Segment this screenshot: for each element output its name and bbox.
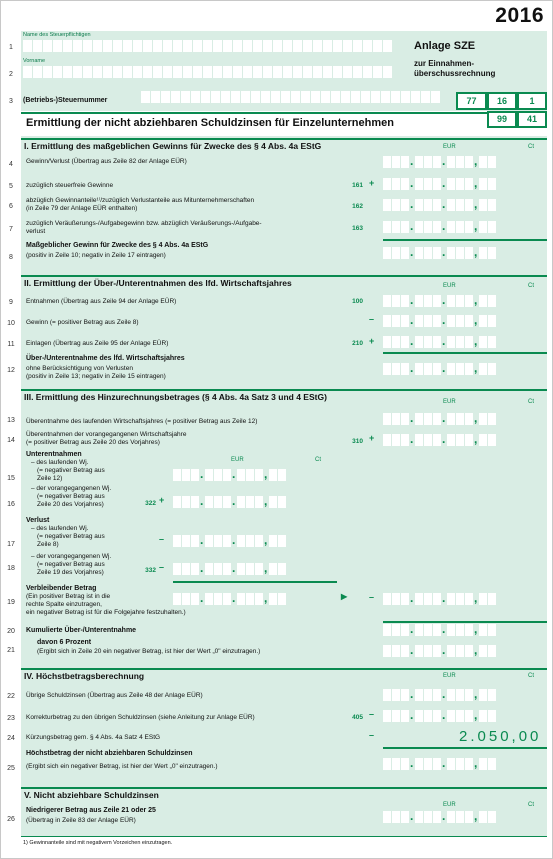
footnote-divider	[21, 836, 547, 837]
row-number: 18	[7, 565, 15, 572]
plus-sign: +	[369, 433, 375, 443]
row-6-label-b: (in Zeile 79 der Anlage EÜR enthalten)	[26, 205, 138, 212]
row-21-amount[interactable]: . . ,	[383, 645, 496, 657]
main-title: Ermittlung der nicht abziehbaren Schuldzinsen für Einzelunternehmen	[26, 117, 394, 129]
row-number: 1	[9, 44, 13, 51]
plus-sign: +	[369, 336, 375, 346]
row-12-label-b: ohne Berücksichtigung von Verlusten	[26, 365, 133, 372]
row-number: 16	[7, 501, 15, 508]
ct-unit: Ct	[528, 802, 534, 808]
minus-sign: –	[369, 709, 375, 719]
row-13-label: Überentnahme des laufenden Wirtschaftsjahres (= positiver Betrag aus Zeile 12)	[26, 418, 258, 425]
ct-unit: Ct	[315, 457, 321, 463]
row-number: 5	[9, 183, 13, 190]
minus-sign: –	[369, 730, 375, 740]
row-4-amount[interactable]: . . ,	[383, 156, 496, 168]
minus-sign: –	[159, 534, 165, 544]
row-number: 22	[7, 693, 15, 700]
minus-sign: –	[369, 592, 375, 602]
row-19-left-amount[interactable]: . . ,	[173, 593, 286, 605]
row-12-label-c: (positiv in Zeile 13; negativ in Zeile 15 eintragen)	[26, 373, 166, 380]
row-19-label-d: ein negativer Betrag ist für die Folgejahre festzuhalten.)	[26, 609, 186, 616]
row-26-amount[interactable]: . . ,	[383, 811, 496, 823]
eur-unit: EUR	[443, 673, 456, 679]
section-4-heading: IV. Höchstbetragsberechnung	[21, 668, 547, 682]
code-box-77: 77	[456, 92, 487, 110]
row-18-label-b: (= negativer Betrag aus	[37, 561, 105, 568]
row-number: 12	[7, 367, 15, 374]
ct-unit: Ct	[528, 144, 534, 150]
row-26-label-b: (Übertrag in Zeile 83 der Anlage EÜR)	[26, 817, 136, 824]
row-number: 15	[7, 475, 15, 482]
tax-number-field[interactable]	[141, 91, 440, 103]
section-5-heading: V. Nicht abziehbare Schuldzinsen	[21, 787, 547, 801]
code-box-16: 16	[487, 92, 517, 110]
row-19-label-a: Verbleibender Betrag	[26, 585, 97, 592]
row-number: 14	[7, 437, 15, 444]
row-17-label-b: (= negativer Betrag aus	[37, 533, 105, 540]
row-14-label-b: (= positiver Betrag aus Zeile 20 des Vorjahres)	[26, 439, 160, 446]
row-16-amount[interactable]: . . ,	[173, 496, 286, 508]
plus-sign: +	[159, 495, 165, 505]
row-number: 8	[9, 254, 13, 261]
row-19-label-b: (Ein positiver Betrag ist in die	[26, 593, 111, 600]
row-15-heading: Unterentnahmen	[26, 451, 82, 458]
sum-line	[383, 621, 547, 623]
row-17-amount[interactable]: . . ,	[173, 535, 286, 547]
sum-line	[173, 581, 337, 583]
row-19-label-c: rechte Spalte einzutragen,	[26, 601, 102, 608]
row-16-label-b: (= negativer Betrag aus	[37, 493, 105, 500]
name-field[interactable]	[23, 40, 392, 52]
footnote: 1) Gewinnanteile sind mit negativem Vorzeichen einzutragen.	[23, 840, 173, 846]
minus-sign: –	[369, 314, 375, 324]
row-9-amount[interactable]: . . ,	[383, 295, 496, 307]
row-20-amount[interactable]: . . ,	[383, 624, 496, 636]
row-15-amount[interactable]: . . ,	[173, 469, 286, 481]
row-9-label: Entnahmen (Übertrag aus Zeile 94 der Anlage EÜR)	[26, 298, 177, 305]
code-162: 162	[352, 203, 363, 210]
form-year: 2016	[495, 4, 544, 27]
row-number: 4	[9, 161, 13, 168]
code-210: 210	[352, 340, 363, 347]
eur-unit: EUR	[443, 144, 456, 150]
code-box-99: 99	[487, 111, 517, 128]
row-6-amount[interactable]: . . ,	[383, 199, 496, 211]
row-12-amount[interactable]: . . ,	[383, 363, 496, 375]
code-163: 163	[352, 225, 363, 232]
sum-line	[383, 239, 547, 241]
row-25-label-b: (Ergibt sich ein negativer Betrag, ist hier der Wert „0" einzutragen.)	[26, 763, 218, 770]
section-1-heading: I. Ermittlung des maßgeblichen Gewinns für Zwecke des § 4 Abs. 4a EStG	[21, 138, 547, 152]
row-number: 23	[7, 715, 15, 722]
sum-line	[383, 747, 547, 749]
ct-unit: Ct	[528, 283, 534, 289]
row-number: 24	[7, 735, 15, 742]
row-23-amount[interactable]: . . ,	[383, 710, 496, 722]
row-21-label-b: (Ergibt sich in Zeile 20 ein negativer Betrag, ist hier der Wert „0" einzutragen.)	[37, 648, 261, 655]
row-23-label: Korrekturbetrag zu den übrigen Schuldzinsen (siehe Anleitung zur Anlage EÜR)	[26, 714, 255, 721]
row-number: 3	[9, 98, 13, 105]
form-subtitle-2: überschussrechnung	[414, 69, 496, 78]
name-label: Name des Steuerpflichtigen	[23, 32, 91, 38]
firstname-label: Vorname	[23, 58, 46, 64]
row-14-amount[interactable]: . . ,	[383, 434, 496, 446]
row-number: 26	[7, 816, 15, 823]
code-box-1: 1	[517, 92, 547, 110]
divider	[21, 112, 547, 114]
code-332: 332	[145, 567, 156, 574]
row-8-amount[interactable]: . . ,	[383, 247, 496, 259]
row-12-label-a: Über-/Unterentnahme des lfd. Wirtschaftsjahres	[26, 355, 185, 362]
code-322: 322	[145, 500, 156, 507]
row-17-label-a: – des laufenden Wj.	[31, 525, 89, 532]
tax-number-label: (Betriebs-)Steuernummer	[23, 97, 108, 104]
row-16-label-c: Zeile 20 des Vorjahres)	[37, 501, 104, 508]
row-number: 6	[9, 203, 13, 210]
row-17-heading: Verlust	[26, 517, 50, 524]
row-26-label-a: Niedrigerer Betrag aus Zeile 21 oder 25	[26, 807, 156, 814]
code-161: 161	[352, 182, 363, 189]
row-8-label-b: (positiv in Zeile 10; negativ in Zeile 17 eintragen)	[26, 252, 166, 259]
row-number: 19	[7, 599, 15, 606]
row-13-amount[interactable]: . . ,	[383, 413, 496, 425]
row-21-label-a: davon 6 Prozent	[37, 639, 92, 646]
row-number: 21	[7, 647, 15, 654]
row-number: 11	[7, 341, 15, 348]
row-18-amount[interactable]: . . ,	[173, 563, 286, 575]
row-22-label: Übrige Schuldzinsen (Übertrag aus Zeile 48 der Anlage EÜR)	[26, 692, 203, 699]
row-5-amount[interactable]: . . ,	[383, 178, 496, 190]
row-25-amount[interactable]: . . ,	[383, 758, 496, 770]
section-3-heading: III. Ermittlung des Hinzurechnungsbetrages (§ 4 Abs. 4a Satz 3 und 4 EStG)	[21, 389, 547, 403]
section-2-heading: II. Ermittlung der Über-/Unterentnahmen des lfd. Wirtschaftsjahres	[21, 275, 547, 289]
row-22-amount[interactable]: . . ,	[383, 689, 496, 701]
row-16-label-a: – der vorangegangenen Wj.	[31, 485, 112, 492]
eur-unit: EUR	[443, 283, 456, 289]
row-number: 7	[9, 226, 13, 233]
row-24-label: Kürzungsbetrag gem. § 4 Abs. 4a Satz 4 EStG	[26, 734, 161, 741]
ct-unit: Ct	[528, 399, 534, 405]
row-number: 10	[7, 320, 15, 327]
row-number: 20	[7, 628, 15, 635]
form-subtitle-1: zur Einnahmen-	[414, 59, 475, 68]
row-4-label: Gewinn/Verlust (Übertrag aus Zeile 82 der Anlage EÜR)	[26, 158, 187, 165]
row-10-amount[interactable]: . . ,	[383, 315, 496, 327]
row-number: 2	[9, 71, 13, 78]
eur-unit: EUR	[443, 399, 456, 405]
row-6-label-a: abzüglich Gewinnanteile¹⁾/zuzüglich Verlustanteile aus Mitunternehmerschaften	[26, 197, 255, 204]
code-405: 405	[352, 714, 363, 721]
row-number: 17	[7, 541, 15, 548]
eur-unit: EUR	[231, 457, 244, 463]
row-17-label-c: Zeile 8)	[37, 541, 59, 548]
row-25-label-a: Höchstbetrag der nicht abziehbaren Schuldzinsen	[26, 750, 193, 757]
eur-unit: EUR	[443, 802, 456, 808]
row-7-label-b: verlust	[26, 228, 46, 235]
row-20-label: Kumulierte Über-/Unterentnahme	[26, 627, 137, 634]
row-5-label: zuzüglich steuerfreie Gewinne	[26, 182, 114, 189]
row-18-label-a: – der vorangegangenen Wj.	[31, 553, 112, 560]
row-15-label-b: (= negativer Betrag aus	[37, 467, 105, 474]
ct-unit: Ct	[528, 673, 534, 679]
row-15-label-c: Zeile 12)	[37, 475, 63, 482]
row-18-label-c: Zeile 19 des Vorjahres)	[37, 569, 104, 576]
row-number: 9	[9, 299, 13, 306]
code-310: 310	[352, 438, 363, 445]
code-box-41: 41	[517, 111, 547, 128]
row-15-label-a: – des laufenden Wj.	[31, 459, 89, 466]
row-11-label: Einlagen (Übertrag aus Zeile 95 der Anlage EÜR)	[26, 340, 169, 347]
row-10-label: Gewinn (= positiver Betrag aus Zeile 8)	[26, 319, 139, 326]
form-title: Anlage SZE	[414, 40, 476, 52]
row-7-amount[interactable]: . . ,	[383, 221, 496, 233]
plus-sign: +	[369, 178, 375, 188]
row-14-label-a: Überentnahmen der vorangegangenen Wirtschaftsjahre	[26, 431, 187, 438]
row-number: 13	[7, 417, 15, 424]
row-11-amount[interactable]: . . ,	[383, 336, 496, 348]
firstname-field[interactable]	[23, 66, 392, 78]
row-number: 25	[7, 765, 15, 772]
arrow-right-icon: ▶	[341, 592, 348, 601]
row-7-label-a: zuzüglich Veräußerungs-/Aufgabegewinn bzw. abzüglich Veräußerungs-/Aufgabe-	[26, 220, 262, 227]
row-8-label-a: Maßgeblicher Gewinn für Zwecke des § 4 Abs. 4a EStG	[26, 242, 209, 249]
row-19-amount[interactable]: . . ,	[383, 593, 496, 605]
sum-line	[383, 352, 547, 354]
minus-sign: –	[159, 562, 165, 572]
row-24-value[interactable]: 2.050,00	[459, 728, 542, 745]
code-100: 100	[352, 298, 363, 305]
